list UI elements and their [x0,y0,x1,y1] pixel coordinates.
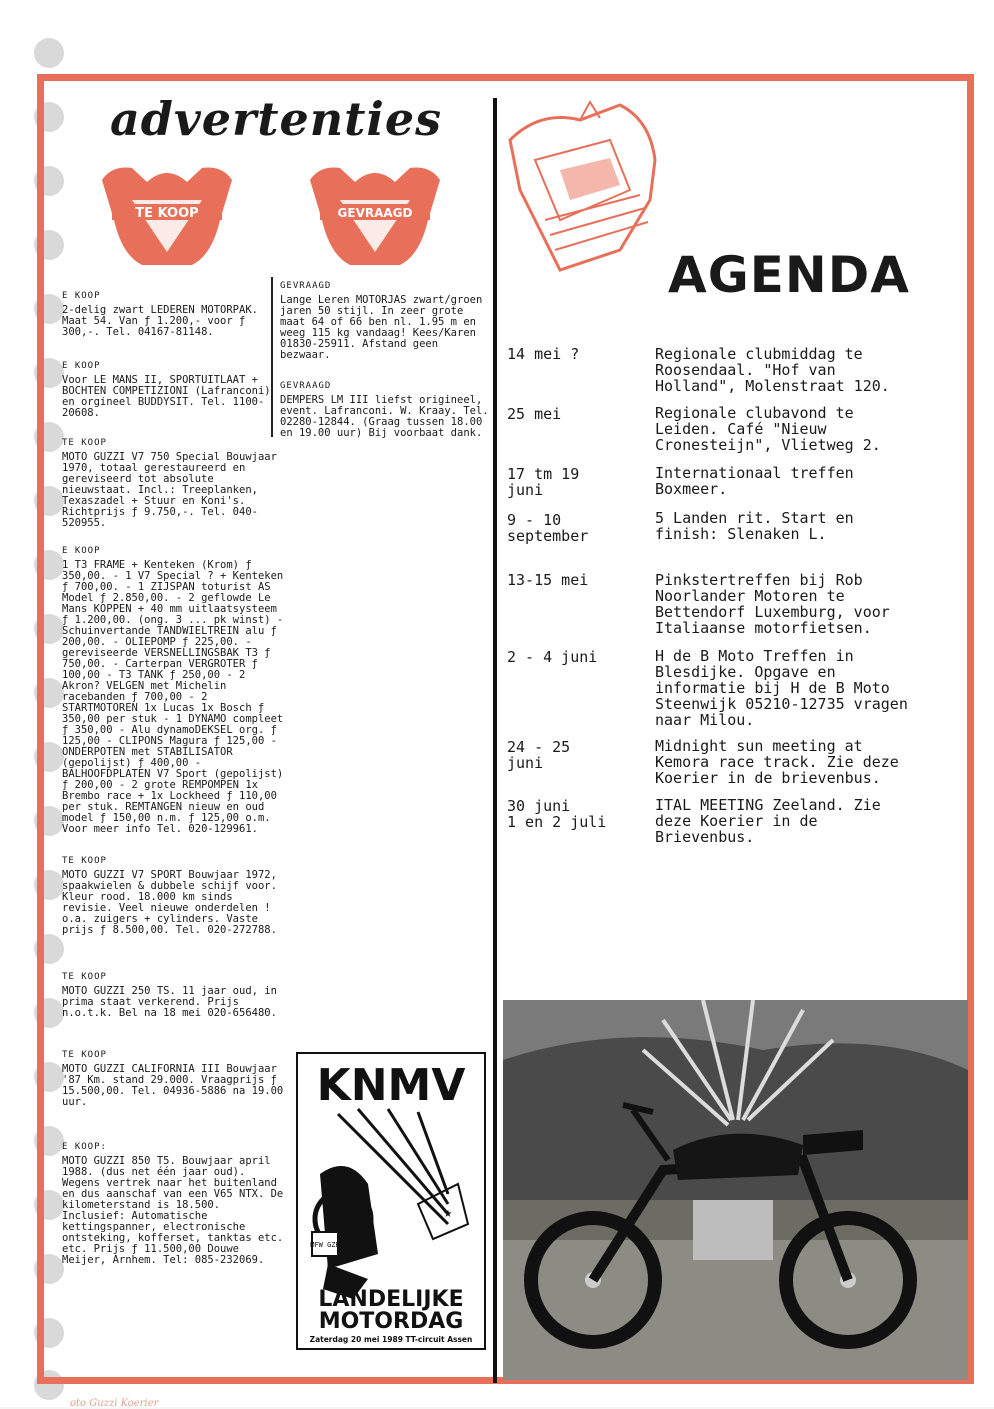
ad-text: MOTO GUZZI 850 T5. Bouwjaar april 1988. (dus net één jaar oud). Wegens vertrek naar het buitenland en dus aanschaf van een V65 NTX. De kilometerstand is 18.500. Inclusief: Automatische kettingspanner, electronische ontsteking, kofferset, tanktas etc. etc. Prijs ƒ 11.500,00 Douwe Meijer, Arnhem. Tel: 085-232069. [62,1155,284,1266]
ad-item [62,291,287,338]
ad-heading: E KOOP [62,291,101,301]
number-plate-text: MFW GZH [310,1241,340,1249]
ad-text: MOTO GUZZI 250 TS. 11 jaar oud, in prima staat verkerend. Prijs n.o.t.k. Bel na 18 mei 020-656480. [62,985,277,1019]
gevraagd-emblem [300,160,450,272]
knmv-poster-art [298,1054,484,1348]
ad-text: MOTO GUZZI CALIFORNIA III Bouwjaar '87 Km. stand 29.000. Vraagprijs ƒ 15.500,00. Tel. 04936-5886 na 19.00 uur. [62,1063,284,1108]
agenda-date: 14 mei ? [507,345,580,363]
star-icon: ★ [443,1205,453,1221]
ad-heading: E KOOP [62,361,101,371]
ad-text: Voor LE MANS II, SPORTUITLAAT + BOCHTEN COMPETIZIONI (Lafranconi) en orgineel BUDDYSIT. Tel. 1100-20608. [62,374,271,419]
agenda-date: 24 - 25 juni [507,738,571,772]
ad-heading: E KOOP [62,546,101,556]
agenda-description: Midnight sun meeting at Kemora race track. Zie deze Koerier in de brievenbus. [655,737,899,787]
ad-text: MOTO GUZZI V7 750 Special Bouwjaar 1970, totaal gerestaureerd en gereviseerd tot absolute nieuwstaat. Incl.: Treeplanken, Texaszadel + Stuur en Koni's. Richtprijs ƒ 9.750,-. Tel. 040-520955. [62,451,277,529]
gevraagd-label: GEVRAAGD [337,206,413,220]
ad-text: 1 T3 FRAME + Kenteken (Krom) ƒ 350,00. - 1 V7 Special ? + Kenteken ƒ 700,00. - 1 ZIJSPAN toturist AS Model ƒ 2.850,00. - 2 geflowde Le Mans KOPPEN + 40 mm uitlaatsysteem ƒ 1.200,00. (ong. 3 ... pk winst) - Schuinvertande TANDWIELTREIN alu ƒ 200,00. - OLIEPOMP ƒ 225,00. - gereviseerde VERSNELLINGSBAK T3 ƒ 750,00. - Carterpan VERGROTER ƒ 100,00 - T3 TANK ƒ 250,00 - 2 Akron? VELGEN met Michelin racebanden ƒ 700,00 - 2 STARTMOTOREN 1x Lucas 1x Bosch ƒ 350,00 per stuk - 1 DYNAMO compleet ƒ 350,00 - Alu dynamoDEKSEL org. ƒ 125,00 - CLIPONS Magura ƒ 125,00 - ONDERPOTEN met STABILISATOR (gepolijst) ƒ 400,00 - BALHOOFDPLATEN V7 Sport (gepolijst) ƒ 200,00 - 2 grote REMPOMPEN 1x Brembo race + 1x Lockheed ƒ 110,00 per stuk. REMTANGEN nieuw en oud model ƒ 150,00 n.m. ƒ 125,00 o.m. Voor meer info Tel. 020-129961. [62,559,284,835]
ad-item [62,1050,287,1108]
engine-icon [693,1200,773,1260]
ad-item [62,972,287,1019]
ad-heading: TE KOOP [62,438,107,448]
agenda-title: AGENDA [668,246,910,304]
te-koop-emblem [92,160,242,272]
ad-item [62,361,287,419]
poster-subline: Zaterdag 20 mei 1989 TT-circuit Assen [309,1335,473,1344]
ad-text: 2-delig zwart LEDEREN MOTORPAK. Maat 54. Van ƒ 1.200,- voor ƒ 300,-. Tel. 04167-81148. [62,304,258,338]
agenda-description: Internationaal treffen Boxmeer. [655,464,854,498]
te-koop-label: TE KOOP [135,206,199,221]
motorcycle-photo [503,1000,968,1380]
poster-line2: MOTORDAG [318,1309,464,1334]
agenda-illustration [500,100,665,280]
agenda-date: 2 - 4 juni [507,648,598,666]
agenda-description: 5 Landen rit. Start en finish: Slenaken L. [655,509,854,543]
advertenties-title: advertenties [110,92,443,146]
agenda-date: 9 - 10 september [507,511,589,545]
ad-heading: GEVRAAGD [280,281,332,291]
agenda-description: ITAL MEETING Zeeland. Zie deze Koerier in de Brievenbus. [655,796,881,846]
ad-item [62,856,287,936]
agenda-description: Regionale clubmiddag te Roosendaal. "Hof van Holland", Molenstraat 120. [655,345,890,395]
ad-text: DEMPERS LM III liefst origineel, event. Lafranconi. W. Kraay. Tel. 02280-12844. (Graag tussen 18.00 en 19.00 uur) Bij voorbaat dank. [280,394,489,439]
agenda-date: 25 mei [507,405,562,423]
ad-text: MOTO GUZZI V7 SPORT Bouwjaar 1972, spaakwielen & dubbele schijf voor. Kleur rood. 18.000 km sinds revisie. Veel nieuwe onderdelen ! o.a. zuigers + cylinders. Vaste prijs ƒ 8.500,00. Tel. 020-272788. [62,869,277,936]
ad-heading: TE KOOP [62,972,107,982]
agenda-description: H de B Moto Treffen in Blesdijke. Opgave en informatie bij H de B Moto Steenwijk 05210-12735 vragen naar Milou. [655,647,908,729]
ad-item [280,381,490,439]
agenda-date: 13-15 mei [507,571,589,589]
ad-heading: E KOOP: [62,1142,107,1152]
agenda-description: Pinkstertreffen bij Rob Noorlander Motoren te Bettendorf Luxemburg, voor Italiaanse motorfietsen. [655,571,890,637]
ad-item [62,546,287,835]
agenda-date: 17 tm 19 juni [507,465,580,499]
binder-hole [34,38,64,68]
column-divider [493,98,497,1383]
ad-heading: TE KOOP [62,856,107,866]
poster-line1: LANDELIJKE [318,1287,464,1312]
agenda-date: 30 juni 1 en 2 juli [507,797,607,831]
ad-item [62,438,287,529]
footer-mark: oto Guzzi Koerier [70,1398,159,1409]
ad-item [280,281,490,361]
knmv-logo: KNMV [316,1060,466,1111]
ad-item [62,1142,287,1266]
ad-heading: TE KOOP [62,1050,107,1060]
ad-heading: GEVRAAGD [280,381,332,391]
agenda-description: Regionale clubavond te Leiden. Café "Nieuw Cronesteijn", Vlietweg 2. [655,404,881,454]
ad-text: Lange Leren MOTORJAS zwart/groen jaren 50 stijl. In zeer grote maat 64 of 66 ben nl. 1.95 m en weeg 115 kg vandaag! Kees/Karen 01830-25911. Afstand geen bezwaar. [280,294,483,361]
knmv-poster [296,1052,486,1350]
